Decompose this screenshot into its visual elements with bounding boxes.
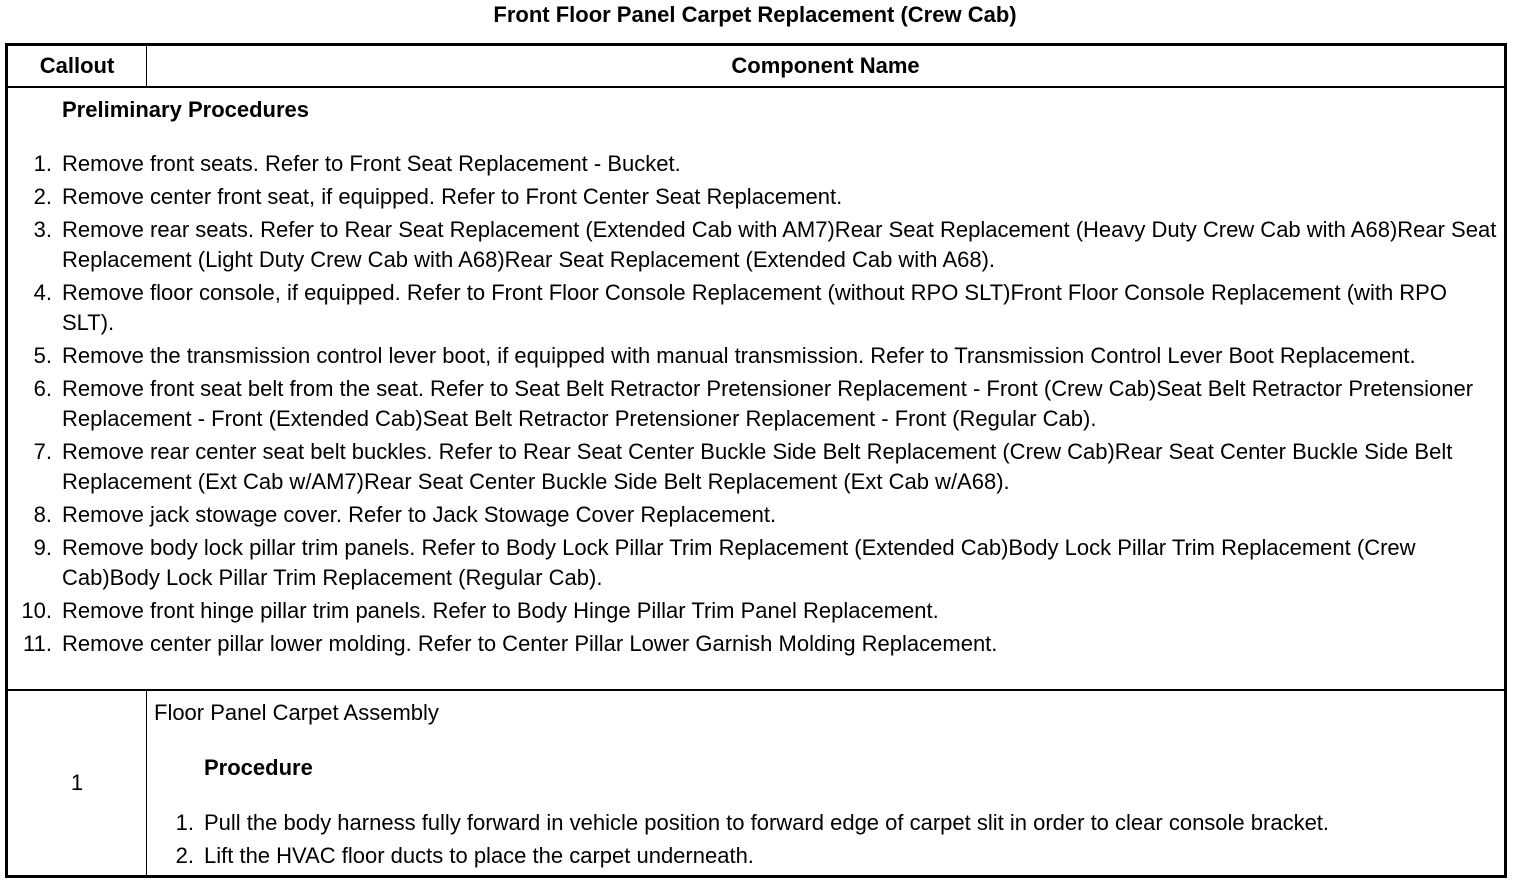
list-item [8, 437, 1504, 497]
step-number: 1. [33, 151, 52, 176]
step-number: 10. [21, 598, 52, 623]
step-number: 7. [33, 439, 52, 464]
list-item [154, 808, 1504, 838]
procedure-steps-list [154, 808, 1504, 874]
list-item [8, 182, 1504, 212]
component-name-header: Component Name [731, 53, 920, 78]
step-number: 2. [175, 843, 194, 868]
step-text: Remove rear seats. Refer to Rear Seat Replacement (Extended Cab with AM7)Rear Seat Replacement (Heavy Duty Crew Cab with A68)Rear Seat Replacement (Light Duty Crew Cab with A68)Rear Seat Replacement (Extended Cab with A68). [62, 217, 1497, 272]
step-text: Remove front hinge pillar trim panels. Refer to Body Hinge Pillar Trim Panel Replacement. [62, 598, 939, 623]
step-text: Pull the body harness fully forward in vehicle position to forward edge of carpet slit in order to clear console bracket. [204, 810, 1330, 835]
callout-number: 1 [8, 691, 147, 875]
step-text: Remove body lock pillar trim panels. Refer to Body Lock Pillar Trim Replacement (Extended Cab)Body Lock Pillar Trim Replacement (Crew Cab)Body Lock Pillar Trim Replacement (Regular Cab). [62, 535, 1416, 590]
callout-header: Callout [8, 46, 147, 86]
step-text: Remove center front seat, if equipped. Refer to Front Center Seat Replacement. [62, 184, 843, 209]
step-number: 5. [33, 343, 52, 368]
component-cell [154, 691, 1504, 875]
step-text: Remove center pillar lower molding. Refer to Center Pillar Lower Garnish Molding Replacement. [62, 631, 998, 656]
list-item [154, 841, 1504, 871]
step-number: 8. [33, 502, 52, 527]
component-name: Floor Panel Carpet Assembly [154, 700, 439, 725]
step-text: Remove front seats. Refer to Front Seat Replacement - Bucket. [62, 151, 681, 176]
step-text: Remove front seat belt from the seat. Refer to Seat Belt Retractor Pretensioner Replacement - Front (Crew Cab)Seat Belt Retractor Pretensioner Replacement - Front (Extended Cab)Seat Belt Retractor Pretensioner Replacement - Front (Regular Cab). [62, 376, 1474, 431]
preliminary-procedures-row [8, 88, 1504, 691]
procedure-heading: Procedure [204, 755, 313, 780]
step-text: Remove the transmission control lever boot, if equipped with manual transmission. Refer to Transmission Control Lever Boot Replacement. [62, 343, 1416, 368]
step-text: Remove rear center seat belt buckles. Refer to Rear Seat Center Buckle Side Belt Replacement (Crew Cab)Rear Seat Center Buckle Side Belt Replacement (Ext Cab w/AM7)Rear Seat Center Buckle Side Belt Replacement (Ext Cab w/A68). [62, 439, 1453, 494]
list-item [8, 278, 1504, 338]
preliminary-procedures-heading: Preliminary Procedures [62, 97, 310, 122]
step-text: Remove jack stowage cover. Refer to Jack Stowage Cover Replacement. [62, 502, 777, 527]
step-number: 6. [33, 376, 52, 401]
step-text: Remove floor console, if equipped. Refer to Front Floor Console Replacement (without RPO SLT)Front Floor Console Replacement (with RPO SLT). [62, 280, 1447, 335]
step-number: 2. [33, 184, 52, 209]
step-number: 4. [33, 280, 52, 305]
table-row [8, 691, 1504, 875]
list-item [8, 215, 1504, 275]
preliminary-steps-list [8, 149, 1504, 662]
list-item [8, 149, 1504, 179]
step-number: 11. [23, 631, 52, 656]
procedure-table [5, 43, 1507, 878]
table-header [8, 46, 1504, 88]
list-item [8, 500, 1504, 530]
list-item [8, 533, 1504, 593]
list-item [8, 341, 1504, 371]
list-item [8, 374, 1504, 434]
list-item [8, 596, 1504, 626]
step-number: 3. [33, 217, 52, 242]
step-text: Lift the HVAC floor ducts to place the carpet underneath. [204, 843, 754, 868]
page-title: Front Floor Panel Carpet Replacement (Crew Cab) [493, 2, 1017, 27]
step-number: 1. [175, 810, 194, 835]
list-item [8, 629, 1504, 659]
step-number: 9. [33, 535, 52, 560]
